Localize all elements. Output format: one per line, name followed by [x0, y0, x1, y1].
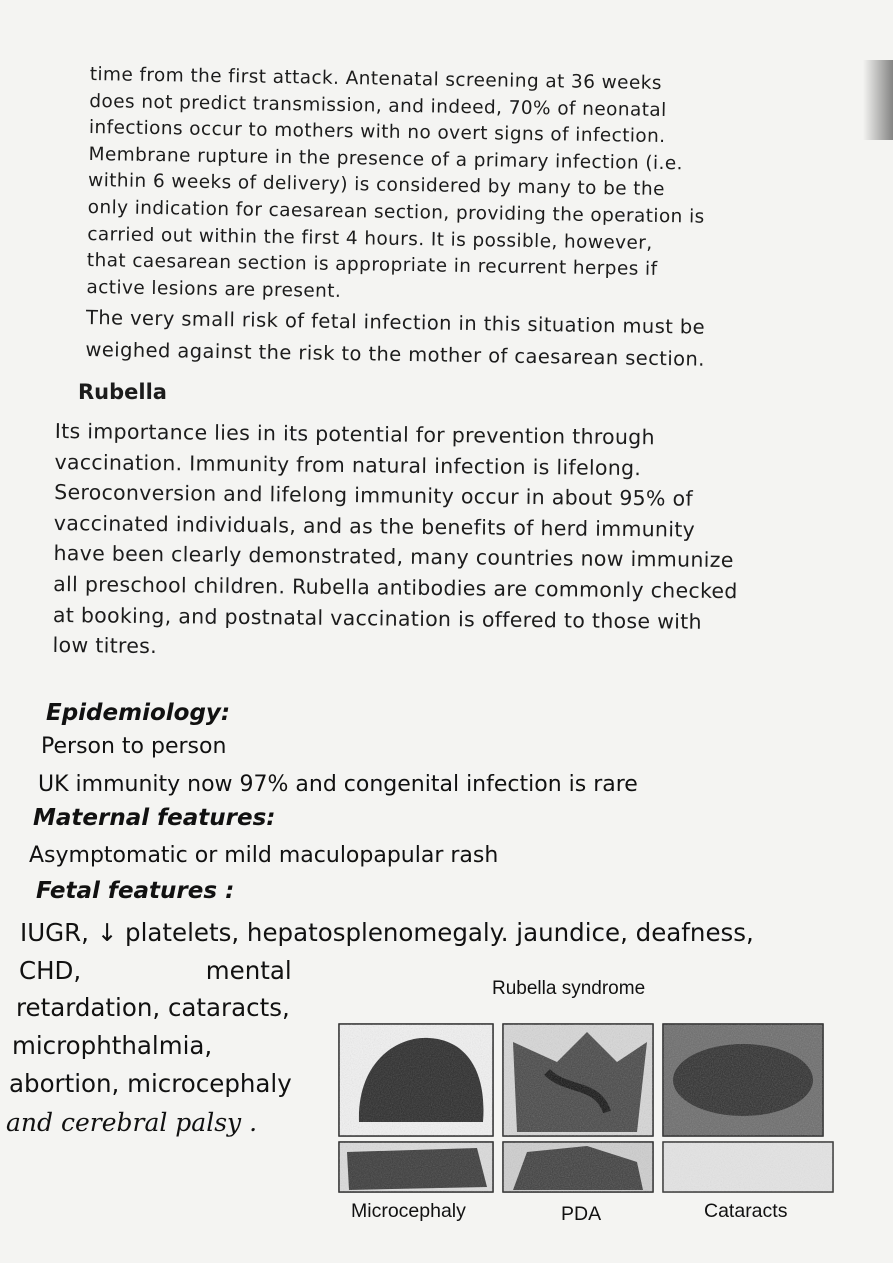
intro-line: time from the first attack. Antenatal screening at 36 weeks	[89, 63, 663, 94]
epidemiology-line: UK immunity now 97% and congenital infection is rare	[38, 772, 638, 797]
rubella-syndrome-figure	[337, 1022, 835, 1198]
page-edge-shadow	[863, 60, 893, 140]
fetal-line: CHD, mental	[19, 956, 292, 985]
epidemiology-line: Person to person	[41, 734, 227, 759]
rubella-line: low titres.	[52, 633, 158, 659]
maternal-label: Maternal features:	[33, 805, 276, 831]
microcephaly-photo	[339, 1024, 493, 1192]
intro-line: only indication for caesarean section, providing the operation is	[87, 196, 705, 228]
intro-line: Membrane rupture in the presence of a primary infection (i.e.	[88, 143, 684, 175]
intro-paragraph	[85, 62, 750, 376]
rubella-line: vaccination. Immunity from natural infection is lifelong.	[54, 449, 642, 480]
rubella-heading: Rubella	[78, 380, 167, 404]
rubella-line: have been clearly demonstrated, many countries now immunize	[53, 541, 734, 573]
epidemiology-label: Epidemiology:	[46, 700, 231, 726]
intro-line: does not predict transmission, and indeed, 70% of neonatal	[89, 90, 667, 121]
caption-cataracts: Cataracts	[704, 1200, 788, 1222]
fetal-line: retardation, cataracts,	[16, 993, 290, 1022]
intro-line: infections occur to mothers with no overt signs of infection.	[88, 117, 666, 148]
fetal-line: IUGR, ↓ platelets, hepatosplenomegaly. jaundice, deafness,	[20, 918, 754, 947]
fetal-label: Fetal features :	[36, 878, 235, 904]
intro-line: that caesarean section is appropriate in recurrent herpes if	[86, 250, 658, 281]
caption-microcephaly: Microcephaly	[351, 1200, 466, 1222]
rubella-line: Its importance lies in its potential for prevention through	[54, 418, 655, 450]
fetal-line: microphthalmia,	[12, 1031, 213, 1060]
intro-line: active lesions are present.	[86, 276, 342, 302]
maternal-line: Asymptomatic or mild maculopapular rash	[29, 843, 499, 868]
intro-tail-line: The very small risk of fetal infection in this situation must be	[85, 306, 706, 340]
fetal-line: and cerebral palsy .	[6, 1108, 258, 1137]
pda-photo	[503, 1024, 653, 1192]
rubella-line: vaccinated individuals, and as the benefits of herd immunity	[53, 510, 696, 542]
intro-line: carried out within the first 4 hours. It is possible, however,	[87, 223, 653, 254]
intro-tail-line: weighed against the risk to the mother of caesarean section.	[85, 338, 706, 372]
rubella-paragraph	[52, 416, 775, 668]
figure-title: Rubella syndrome	[492, 978, 646, 999]
rubella-line: at booking, and postnatal vaccination is offered to those with	[52, 602, 702, 634]
cataracts-photo	[663, 1024, 833, 1192]
caption-pda: PDA	[561, 1203, 602, 1225]
fetal-line: abortion, microcephaly	[9, 1069, 292, 1098]
intro-line: within 6 weeks of delivery) is considered by many to be the	[87, 170, 665, 201]
rubella-line: Seroconversion and lifelong immunity occur in about 95% of	[54, 480, 694, 511]
rubella-line: all preschool children. Rubella antibodies are commonly checked	[53, 571, 738, 604]
